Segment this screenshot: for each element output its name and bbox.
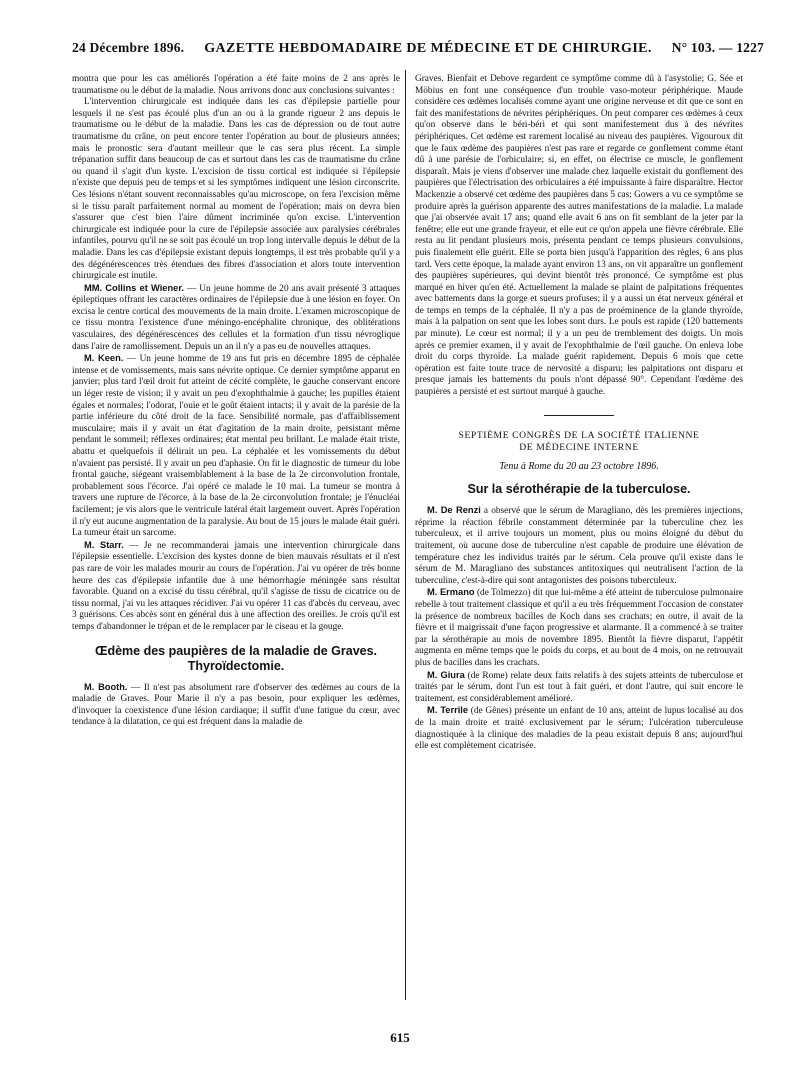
author-name: MM. Collins et Wiener. [84, 282, 185, 293]
author-name: M. Ermano [427, 587, 475, 598]
paragraph [72, 682, 400, 729]
section-heading: Sur la sérothérapie de la tuberculose. [467, 482, 691, 497]
paragraph: montra que pour les cas améliorés l'opération a été faite moins de 2 ans après le traumatisme ou le début de la maladie. Nous arrivons donc aux conclusions suivantes : [72, 74, 400, 96]
running-header [72, 40, 764, 62]
journal-title: GAZETTE HEBDOMADAIRE DE MÉDECINE ET DE CHIRURGIE. [204, 41, 652, 56]
paragraph-text: — Je ne recommanderai jamais une intervention chirurgicale dans l'épilepsie essentielle. L'excision des kystes donne de bien mauvais résultats et il n'est pas rare de voir les malades mourir au cours de l'opération. J'ai vu opérer de très bonne heure des cas d'épilepsie infantile due à une hémorrhagie méningée sans résultat favorable. Quand on a excisé du tissu cérébral, qu'il s'agisse de tissu de cicatrice ou de tissu normal, j'ai vu les attaques récidiver. J'ai vu opérer 11 cas d'abcès du cerveau, avec 3 guérisons. Ces abcès sont en général dus à une affection des oreilles. Je crois qu'il est temps d'abandonner le trépan et de le remplacer par le ciseau et la gouge. [72, 540, 400, 632]
author-name: M. De Renzi [427, 505, 481, 516]
paragraph [72, 283, 400, 354]
issue-page-number: N° 103. — 1227 [671, 40, 764, 55]
paragraph [415, 670, 743, 706]
right-column [415, 74, 743, 753]
section-heading: Œdème des paupières de la maladie de Graves. Thyroïdectomie. [94, 643, 378, 673]
paragraph-text: — Il n'est pas absolument rare d'observer des œdèmes au cours de la maladie de Graves. Pour Marie il n'y a pas besoin, pour expliquer les œdèmes, d'invoquer la coexistence d'une lésion cardiaque; il suffit d'une fatigue du cœur, avec tendance à la dilatation, ce qui est fréquent dans la maladie de [72, 682, 400, 728]
author-name: M. Starr. [84, 539, 124, 550]
paragraph: L'intervention chirurgicale est indiquée dans les cas d'épilepsie partielle pour lesquels il ne s'est pas écoulé plus d'un an ou à la grande rigueur 2 ans depuis le traumatisme ou le début de la maladie. Dans les cas de dépression ou de tout autre traumatisme du crâne, on peut encore tenter l'opération au bout de plusieurs années; mais le pronostic sera d'autant meilleur que le cas sera plus récent. La simple trépanation suffit dans beaucoup de cas et surtout dans les cas de traumatisme du crâne ou quand il s'agit d'un kyste. L'excision de tissu cortical est indiquée si l'épilepsie n'existe que depuis peu de temps et si les symptômes indiquent une lésion circonscrite. Ces lésions n'étant souvent reconnaissables qu'au microscope, on fera l'excision même si le tissu paraît parfaitement normal au moment de l'opération; mais on devra bien s'assurer que c'est bien l'aire dûment incriminée qu'on excise. L'intervention chirurgicale est indiquée pour la cure de l'épilepsie associée aux paralysies cérébrales infantiles, pourvu qu'il ne se soit pas écoulé un trop long intervalle depuis le début de la maladie. Dans les cas d'épilepsie existant depuis longtemps, il est très probable qu'il y a des dégénérescences très étendues des fibres d'association et alors toute intervention chirurgicale est inutile. [72, 97, 400, 282]
paragraph [415, 587, 743, 669]
header-date: 24 Décembre 1896. [72, 40, 185, 55]
paragraph-text: — Un jeune homme de 20 ans avait présenté 3 attaques épileptiques offrant les caractères ordinaires de l'épilepsie due à une lésion en foyer. On excisa le centre cortical des mouvements de la main droite. L'examen microscopique de ce tissu montra l'existence d'une méningo-encéphalite chronique, des oblitérations vasculaires, des dégénérescences des cellules et la formation d'un tissu névroglique dans l'aire de ramollissement. Depuis un an il n'y a pas eu de nouvelles attaques. [72, 283, 401, 352]
paragraph [415, 505, 743, 587]
column-divider [405, 70, 406, 1000]
paragraph [72, 540, 400, 634]
congress-title-line: DE MÉDECINE INTERNE [519, 442, 639, 454]
author-name: M. Keen. [84, 353, 124, 364]
paragraph [72, 353, 400, 540]
author-name: M. Giura [427, 669, 465, 680]
congress-title-line: SEPTIÈME CONGRÈS DE LA SOCIÉTÉ ITALIENNE [458, 429, 700, 441]
paragraph-text: (de Tolmezzo) dit que lui-même a été atteint de tuberculose pulmonaire rebelle à tout traitement classique et qu'il a eu très fréquemment l'occasion de constater la présence de nombreux bacilles de Koch dans ses crachats; en outre, il avait de la fièvre et il maigrissait d'une façon progressive et alarmante. Il a commencé à se traiter par la sérothérapie au mois de novembre 1895. Bientôt la fièvre disparut, l'appétit augmenta en même temps que le poids du corps, et au bout de 4 mois, on ne retrouvait plus de bacilles dans les crachats. [415, 588, 743, 668]
paragraph-text: — Un jeune homme de 19 ans fut pris en décembre 1895 de céphalée intense et de vomissements, mais sans névrite optique. Ce dernier symptôme apparut en janvier; plus tard l'œil droit fut atteint de cécité complète, le gauche conservant encore un léger reste de vision; il y avait un peu d'exophthalmie à gauche; les pupilles étaient égales et normales; l'odorat, l'ouïe et le goût étaient intacts; il y avait de la parésie de la partie inférieure du côté droit de la face. Sensibilité normale, pas d'affaiblissement musculaire; mais il y avait un état d'agitation de la main droite, persistant même pendant le sommeil; réflexes ordinaires; état mental peu brillant. Le malade était triste, abattu et quelquefois il délirait un peu. La céphalée et les vomissements du début n'avaient pas persisté. Il y avait un peu d'aphasie. On fit le diagnostic de tumeur du lobe frontal gauche, siégeant vraisemblablement à la base de la 2e circonvolution frontale, probablement sous l'écorce. J'ai opéré ce malade le 10 mai. La tumeur se montra à travers une rupture de l'écorce, à la base de la 2e circonvolution frontale; je l'énucléai facilement; je vis alors que le ventricule latéral était largement ouvert. Après l'opération il n'y eut aucune augmentation de la paralysie. Au bout de 15 jours le malade était guéri. La tumeur était un sarcome. [72, 354, 400, 539]
page-folio: 615 [390, 1030, 410, 1045]
left-column [72, 74, 400, 729]
paragraph-text: (de Gênes) présente un enfant de 10 ans, atteint de lupus localisé au dos de la main droite et traité exclusivement par le sérum; l'ulcération tuberculeuse diagnostiquée à la clinique des maladies de la peau existait depuis 8 ans; aujourd'hui elle est complètement cicatrisée. [415, 706, 744, 752]
author-name: M. Terrile [427, 705, 469, 716]
paragraph [415, 705, 743, 752]
paragraph: Graves. Bienfait et Debove regardent ce symptôme comme dû à l'asystolie; G. Sée et Möbius en font une conséquence d'un trouble vaso-moteur périphérique. Maude considère ces œdèmes localisés comme ayant une origine nerveuse et dit que ce sont en fait des manifestations de névrites périphériques. On peut comparer ces œdèmes à ceux qu'on observe dans le béri-béri et qui sont manifestement dus à des névrites périphériques. Cet œdème est rarement localisé au niveau des paupières. Vigouroux dit que le faux œdème des paupières n'est pas rare et regarde ce gonflement comme étant dû à une parésie de l'orbiculaire; si, en effet, on électrise ce muscle, le gonflement disparaît. Mais je viens d'observer une malade chez laquelle existait du gonflement des paupières que l'électrisation des orbiculaires a été impuissante à faire disparaître. Hector Mackenzie a observé cet œdème des paupières dans 5 cas; Gowers a vu ce symptôme se produire après la guérison apparente des autres manifestations de la maladie. La malade que j'ai observée avait 17 ans; quand elle avait 6 ans on fit semblant de la jeter par la fenêtre; elle eut une grande frayeur, et elle eut ce qu'on appela une fièvre cérébrale. Elle resta au lit pendant plusieurs mois, présenta pendant ce temps plusieurs convulsions, puis finalement elle guérit. Elle se porta bien jusqu'à l'apparition des règles, 6 ans plus tard. Vers cette époque, la malade ayant environ 13 ans, on vit apparaître un gonflement des paupières supérieures, qui devint bientôt très prononcé. Ce symptôme est plus marqué en hiver qu'en été. Actuellement la malade se plaint de palpitations fréquentes avec battements dans la gorge et sueurs profuses; il y a aussi un état nerveux général et de temps en temps de la céphalée. Il n'y a pas de proéminence de la glande thyroïde, mais à la palpation on sent que les lobes sont durs. Le pouls est rapide (120 battements par minute). Le cœur est normal; il y a un peu de tremblement des doigts. Un mois après ce premier examen, il y avait de l'exophthalmie de l'œil gauche. On enleva lobe droit du corps thyroïde. La malade guérit rapidement. Depuis 6 mois que cette opération est faite toute trace de nervosité a disparu; les palpitations ont disparu et presque jamais les battements du pouls n'ont dépassé 90°. Cependant l'œdème des paupières a persisté et est surtout marqué à gauche. [415, 74, 743, 398]
author-name: M. Booth. [84, 681, 128, 692]
section-rule [544, 415, 614, 416]
congress-dates: Tenu à Rome du 20 au 23 octobre 1896. [499, 460, 659, 472]
paragraph-text: (de Rome) relate deux faits relatifs à des sujets atteints de tuberculose et traités par le sérum, dont l'un est tout à fait guéri, et dont l'autre, qui suit encore le traitement, est considérablement amélioré. [415, 670, 743, 704]
paragraph-text: a observé que le sérum de Maragliano, dès les premières injections, réprime la réaction fébrile constamment déterminée par la tuberculine chez les tuberculeux, et il arrive toujours un moment, plus ou moins éloigné du début du traitement, où aucune dose de tuberculine n'est capable de produire une élévation de température chez les individus traités par le sérum. Cela prouve qu'il existe dans le sérum de M. Maragliano des substances antitoxiques qui neutralisent l'action de la tuberculine, c'est-à-dire qui sont antagonistes des poisons tuberculeux. [415, 506, 743, 586]
congress-title [415, 430, 743, 455]
